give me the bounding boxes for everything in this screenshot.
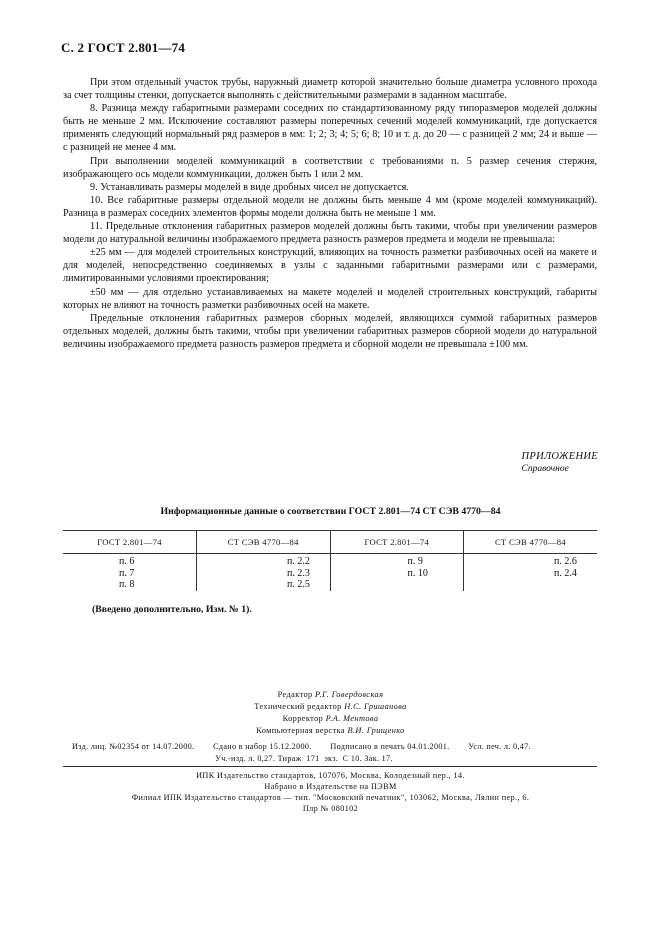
appendix-subtitle: Справочное [521, 464, 569, 474]
paragraph: 10. Все габаритные размеры отдельной модели не должны быть меньше 4 мм (кроме моделей коммуникаций). Разница в размерах соседних элементов формы модели должна быть не меньше 1 мм. [63, 194, 597, 219]
imprint-block [0, 770, 661, 814]
imprint-line: Филиал ИПК Издательство стандартов — тип. "Московский печатник", 103062, Москва, Лялин пер., 6. [131, 793, 530, 802]
paragraph: Предельные отклонения габаритных размеров сборных моделей, являющихся суммой габаритных размеров отдельных моделей, должны быть такими, чтобы при увеличении габаритных размеров сборной модели до натуральной величины изображаемого предмета разность размеров предмета и сборной модели не превышала ±100 мм. [63, 312, 597, 350]
table-header-row [63, 531, 597, 554]
editor-name: Н.С. Гришанова [344, 702, 407, 711]
body-text [63, 76, 597, 351]
imprint-line: ИПК Издательство стандартов, 107076, Москва, Колодезный пер., 14. [196, 771, 465, 780]
table-header-cell: ГОСТ 2.801—74 [330, 531, 464, 554]
clause-ref: п. 2.6 [554, 556, 577, 567]
table-header-cell: ГОСТ 2.801—74 [63, 531, 197, 554]
table-cell [63, 554, 197, 591]
appendix-heading [522, 450, 599, 476]
publication-info [72, 741, 531, 765]
editor-role: Редактор [277, 690, 313, 699]
table-header-cell: СТ СЭВ 4770—84 [464, 531, 598, 554]
editor-role: Корректор [282, 714, 324, 723]
paragraph: 8. Разница между габаритными размерами соседних по стандартизованному ряду типоразмеров моделей должны быть не меньше 2 мм. Исключение составляют размеры поперечных сечений моделей коммуникаций, где допускается применять следующий нормальный ряд размеров в мм: 1; 2; 3; 4; 5; 6; 8; 10 и т. д. до 20 — с разницей 2 мм; 24 и выше — с разницей не менее 4 мм. [63, 103, 597, 154]
editor-name: В.И. Грищенко [347, 726, 405, 735]
editor-line [0, 725, 661, 737]
editor-name: Р.Г. Говердовская [315, 690, 384, 699]
editor-name: Р.А. Ментова [325, 714, 379, 723]
imprint-line: Набрано в Издательстве на ПЭВМ [264, 782, 397, 791]
clause-ref: п. 7 [119, 567, 135, 579]
paragraph: 11. Предельные отклонения габаритных размеров моделей должны быть такими, чтобы при увеличении размеров модели до натуральной величины изображаемого предмета разность размеров предмета и модели не превышала: [63, 221, 597, 246]
editor-line [0, 713, 661, 725]
paragraph: 9. Устанавливать размеры моделей в виде дробных чисел не допускается. [90, 181, 409, 193]
clause-ref: п. 10 [407, 567, 428, 579]
clause-ref: п. 6 [119, 556, 135, 567]
divider [63, 766, 597, 767]
page-header: С. 2 ГОСТ 2.801—74 [61, 40, 186, 55]
editor-role: Компьютерная верстка [256, 726, 345, 735]
clause-ref: п. 8 [119, 579, 135, 590]
paragraph: ±50 мм — для отдельно устанавливаемых на макете моделей и моделей строительных конструкций, габариты которых не влияют на точность разметки разбивочных осей на макете. [63, 286, 597, 311]
paragraph: ±25 мм — для моделей строительных конструкций, влияющих на точность разметки разбивочных осей на макете и для моделей, непосредственно соединяемых в узлы с заданными габаритными размерами или с размерами, лимитированными условиями проектирования; [63, 247, 597, 285]
clause-ref: п. 2.5 [287, 579, 310, 590]
table-cell [197, 554, 331, 591]
editors-block [0, 689, 661, 737]
table-row [63, 554, 597, 591]
table-cell [464, 554, 598, 591]
clause-ref: п. 2.4 [554, 567, 577, 579]
editor-role: Технический редактор [254, 702, 342, 711]
appendix-title: ПРИЛОЖЕНИЕ [521, 451, 598, 462]
table-cell [330, 554, 464, 591]
editor-line [0, 701, 661, 713]
editor-line [0, 689, 661, 701]
table-title: Информационные данные о соответствии ГОСТ 2.801—74 СТ СЭВ 4770—84 [160, 506, 501, 517]
amendment-note: (Введено дополнительно, Изм. № 1). [92, 604, 252, 615]
paragraph: При выполнении моделей коммуникаций в соответствии с требованиями п. 5 размер сечения стержня, изображающего ось модели коммуникации, должен быть 1 или 2 мм. [63, 155, 597, 180]
correspondence-table [63, 530, 597, 591]
publication-line: Изд. лиц. №02354 от 14.07.2000. Сдано в набор 15.12.2000. Подписано в печать 04.01.2001. Усл. печ. л. 0,47. [72, 742, 531, 751]
clause-ref: п. 9 [407, 556, 423, 567]
table-header-cell: СТ СЭВ 4770—84 [197, 531, 331, 554]
imprint-line: Плр № 080102 [302, 804, 359, 813]
clause-ref: п. 2.2 [287, 556, 310, 567]
clause-ref: п. 2.3 [287, 567, 310, 579]
publication-line: Уч.-изд. л. 0,27. Тираж 171 экз. С 10. Зак. 17. [72, 754, 393, 763]
paragraph: При этом отдельный участок трубы, наружный диаметр которой значительно больше диаметра условного прохода за счет толщины стенки, допускается выполнять с действительными размерами в заданном масштабе. [63, 77, 597, 102]
